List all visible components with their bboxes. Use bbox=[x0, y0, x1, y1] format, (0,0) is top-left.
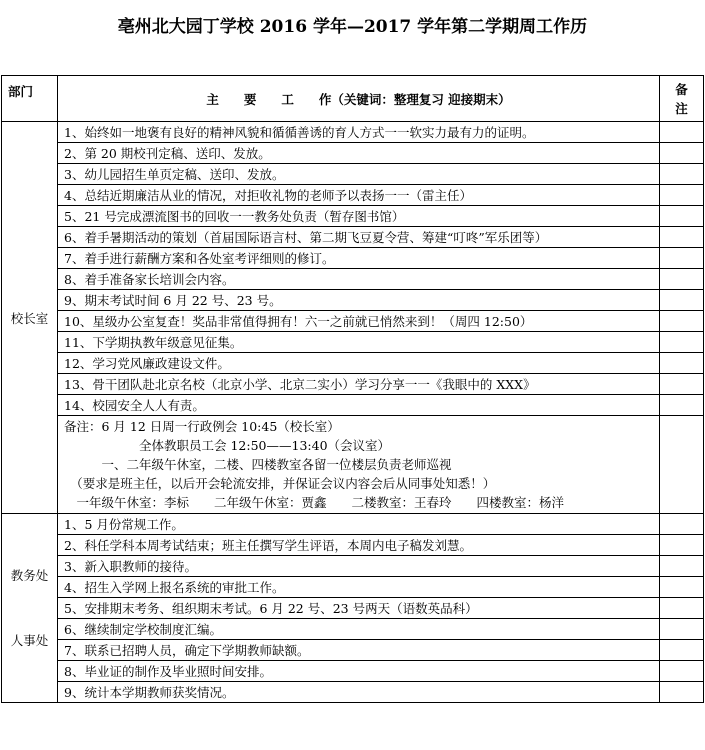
table-row bbox=[2, 206, 704, 227]
note-cell bbox=[660, 122, 704, 143]
principal-item: 14、校园安全人人有责。 bbox=[58, 395, 660, 416]
academic-item: 7、联系已招聘人员，确定下学期教师缺额。 bbox=[58, 640, 660, 661]
table-row bbox=[2, 598, 704, 619]
table-row bbox=[2, 143, 704, 164]
principal-item: 4、总结近期廉洁从业的情况，对拒收礼物的老师予以表扬一一（雷主任） bbox=[58, 185, 660, 206]
dept-academic: 教务处 bbox=[10, 568, 49, 583]
note-cell bbox=[660, 598, 704, 619]
principal-item: 12、学习党风廉政建设文件。 bbox=[58, 353, 660, 374]
principal-item: 3、幼儿园招生单页定稿、送印、发放。 bbox=[58, 164, 660, 185]
principal-item: 6、着手暑期活动的策划（首届国际语言村、第二期飞豆夏令营、筹建“叮咚”军乐团等） bbox=[58, 227, 660, 248]
note-cell bbox=[660, 311, 704, 332]
note-cell bbox=[660, 374, 704, 395]
table-row bbox=[2, 661, 704, 682]
table-row bbox=[2, 122, 704, 143]
table-row bbox=[2, 556, 704, 577]
note-cell bbox=[660, 556, 704, 577]
note-cell bbox=[660, 185, 704, 206]
table-row bbox=[2, 682, 704, 703]
remarks-line: 一、二年级午休室，二楼、四楼教室各留一位楼层负责老师巡视 bbox=[64, 457, 452, 472]
principal-item: 5、21 号完成漂流图书的回收一一教务处负责（暂存图书馆） bbox=[58, 206, 660, 227]
weekly-calendar-table bbox=[1, 75, 704, 703]
header-work: 主 要 工 作（关键词：整理复习 迎接期末） bbox=[58, 76, 660, 122]
note-cell bbox=[660, 269, 704, 290]
table-row bbox=[2, 248, 704, 269]
table-row bbox=[2, 332, 704, 353]
principal-item: 9、期末考试时间 6 月 22 号、23 号。 bbox=[58, 290, 660, 311]
table-row bbox=[2, 577, 704, 598]
note-cell bbox=[660, 514, 704, 535]
academic-item: 2、科任学科本周考试结束；班主任撰写学生评语，本周内电子稿发刘慧。 bbox=[58, 535, 660, 556]
table-row bbox=[2, 185, 704, 206]
academic-item: 4、招生入学网上报名系统的审批工作。 bbox=[58, 577, 660, 598]
note-cell bbox=[660, 332, 704, 353]
principal-item: 7、着手进行薪酬方案和各处室考评细则的修订。 bbox=[58, 248, 660, 269]
remarks-line: 全体教职员工会 12:50——13:40（会议室） bbox=[64, 438, 391, 453]
dept-academic-personnel bbox=[2, 514, 58, 703]
table-header-row bbox=[2, 76, 704, 122]
note-cell bbox=[660, 164, 704, 185]
header-note-line1: 备 bbox=[675, 81, 688, 97]
table-row bbox=[2, 535, 704, 556]
table-row bbox=[2, 353, 704, 374]
table-row bbox=[2, 619, 704, 640]
dept-personnel: 人事处 bbox=[10, 633, 49, 648]
academic-item: 5、安排期末考务、组织期末考试。6 月 22 号、23 号两天（语数英品科） bbox=[58, 598, 660, 619]
principal-item: 2、第 20 期校刊定稿、送印、发放。 bbox=[58, 143, 660, 164]
principal-item: 13、骨干团队赴北京名校（北京小学、北京二实小）学习分享一一《我眼中的 XXX》 bbox=[58, 374, 660, 395]
academic-item: 8、毕业证的制作及毕业照时间安排。 bbox=[58, 661, 660, 682]
table-row bbox=[2, 290, 704, 311]
page-title: 亳州北大园丁学校 2016 学年—2017 学年第二学期周工作历 bbox=[117, 17, 588, 37]
note-cell bbox=[660, 619, 704, 640]
header-note bbox=[660, 76, 704, 122]
principal-item: 10、星级办公室复查！奖品非常值得拥有！六一之前就已悄然来到！（周四 12:50） bbox=[58, 311, 660, 332]
note-cell bbox=[660, 416, 704, 514]
table-row bbox=[2, 374, 704, 395]
principal-remarks bbox=[58, 416, 660, 514]
note-cell bbox=[660, 143, 704, 164]
remarks-line: 备注：6 月 12 日周一行政例会 10:45（校长室） bbox=[64, 419, 340, 434]
header-note-line2: 注 bbox=[675, 100, 688, 116]
header-dept: 部门 bbox=[2, 76, 58, 122]
note-cell bbox=[660, 535, 704, 556]
academic-item: 9、统计本学期教师获奖情况。 bbox=[58, 682, 660, 703]
table-row-remarks bbox=[2, 416, 704, 514]
table-row bbox=[2, 395, 704, 416]
principal-item: 11、下学期执教年级意见征集。 bbox=[58, 332, 660, 353]
note-cell bbox=[660, 640, 704, 661]
academic-item: 1、5 月份常规工作。 bbox=[58, 514, 660, 535]
principal-item: 8、着手准备家长培训会内容。 bbox=[58, 269, 660, 290]
note-cell bbox=[660, 248, 704, 269]
note-cell bbox=[660, 395, 704, 416]
note-cell bbox=[660, 682, 704, 703]
table-row bbox=[2, 269, 704, 290]
table-row bbox=[2, 227, 704, 248]
academic-item: 3、新入职教师的接待。 bbox=[58, 556, 660, 577]
note-cell bbox=[660, 290, 704, 311]
remarks-line: 一年级午休室：李标 二年级午休室：贾鑫 二楼教室：王春玲 四楼教室：杨洋 bbox=[64, 495, 565, 510]
principal-item: 1、始终如一地褒有良好的精神风貌和循循善诱的育人方式一一软实力最有力的证明。 bbox=[58, 122, 660, 143]
table-row bbox=[2, 164, 704, 185]
table-row bbox=[2, 640, 704, 661]
table-row bbox=[2, 514, 704, 535]
note-cell bbox=[660, 227, 704, 248]
note-cell bbox=[660, 206, 704, 227]
note-cell bbox=[660, 661, 704, 682]
table-row bbox=[2, 311, 704, 332]
note-cell bbox=[660, 577, 704, 598]
dept-principal: 校长室 bbox=[2, 122, 58, 514]
remarks-line: （要求是班主任，以后开会轮流安排，并保证会议内容会后从同事处知悉！） bbox=[64, 476, 496, 491]
academic-item: 6、继续制定学校制度汇编。 bbox=[58, 619, 660, 640]
note-cell bbox=[660, 353, 704, 374]
